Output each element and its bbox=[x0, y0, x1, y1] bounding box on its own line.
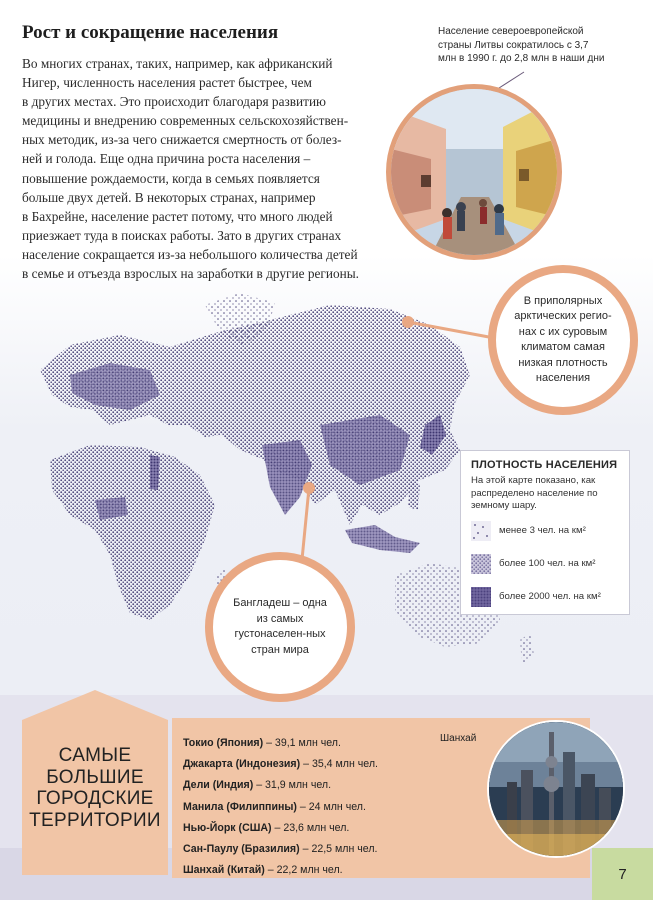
cities-banner-title bbox=[22, 745, 168, 831]
intro-line: в Бахрейне, население растет потому, что много людей bbox=[22, 208, 333, 224]
city-name: Нью-Йорк (США) bbox=[183, 821, 272, 834]
legend-row-low bbox=[471, 521, 619, 541]
intro-line: ней и голода. Еще одна причина роста населения – bbox=[22, 151, 311, 167]
intro-line: ных методик, из-за чего снижается смертность от болез- bbox=[22, 132, 342, 148]
city-name: Токио (Япония) bbox=[183, 737, 264, 749]
city-item: Манила (Филиппины) – 24 млн чел. bbox=[183, 800, 366, 813]
arctic-text: В приполярных арктических регио-нах с их суровым климатом самая низкая плотность населения bbox=[514, 294, 612, 384]
africa-landmass bbox=[50, 445, 215, 620]
city-item: Нью-Йорк (США) – 23,6 млн чел. bbox=[183, 821, 350, 834]
intro-line: в других местах. Это происходит благодаря развитию bbox=[22, 94, 326, 110]
city-list bbox=[183, 733, 378, 881]
arctic-bubble bbox=[488, 265, 638, 415]
city-name: Джакарта (Индонезия) bbox=[183, 758, 301, 771]
page-number: 7 bbox=[592, 848, 653, 900]
shanghai-skyline-photo bbox=[487, 720, 625, 858]
intro-paragraph bbox=[22, 54, 392, 283]
intro-line: Нигер, численность населения растет быстрее, чем bbox=[22, 75, 312, 91]
city-item: Токио (Япония) – 39,1 млн чел. bbox=[183, 737, 341, 749]
banner-line: ТЕРРИТОРИИ bbox=[29, 809, 161, 831]
city-item: Сан-Паулу (Бразилия) – 22,5 млн чел. bbox=[183, 843, 378, 856]
city-value: 35,4 млн чел. bbox=[311, 758, 378, 771]
legend-swatch-mid bbox=[471, 554, 491, 574]
legend-swatch-high bbox=[471, 587, 491, 607]
page-title: Рост и сокращение населения bbox=[22, 22, 279, 43]
city-name: Сан-Паулу (Бразилия) bbox=[183, 843, 300, 856]
city-value: 31,9 млн чел. bbox=[265, 779, 332, 792]
intro-line: Во многих странах, таких, например, как африканский bbox=[22, 56, 333, 71]
banner-line: ГОРОДСКИЕ bbox=[36, 788, 154, 809]
lithuania-caption: Население североевропейской страны Литвы сократилось с 3,7 млн в 1990 г. до 2,8 млн в наши дни bbox=[438, 26, 605, 64]
city-item: Дели (Индия) – 31,9 млн чел. bbox=[183, 779, 332, 792]
legend-row-mid bbox=[471, 554, 619, 574]
city-value: 22,5 млн чел. bbox=[311, 843, 378, 856]
legend-title: ПЛОТНОСТЬ НАСЕЛЕНИЯ bbox=[471, 459, 618, 471]
intro-line: население сокращается из-за небольшого количества детей bbox=[22, 246, 358, 262]
bangladesh-text: Бангладеш – одна из самых густонаселен-ных стран мира bbox=[233, 597, 327, 656]
new-zealand-landmass bbox=[520, 633, 534, 665]
city-name: Шанхай (Китай) bbox=[183, 864, 265, 877]
philippines-landmass bbox=[408, 480, 420, 510]
bangladesh-bubble bbox=[205, 552, 355, 702]
legend-label-high: более 2000 чел. на км² bbox=[499, 591, 601, 602]
legend-label-mid: более 100 чел. на км² bbox=[499, 558, 596, 569]
legend-description: На этой карте показано, как распределено население по земному шару. bbox=[471, 475, 598, 511]
lithuania-street-photo bbox=[386, 84, 562, 260]
city-name: Манила (Филиппины) bbox=[183, 800, 297, 813]
shanghai-label: Шанхай bbox=[440, 733, 477, 744]
intro-line: приезжает туда в поисках работы. Зато в других странах bbox=[22, 227, 342, 243]
city-value: 23,6 млн чел. bbox=[283, 821, 350, 834]
city-name: Дели (Индия) bbox=[183, 779, 254, 792]
city-item: Шанхай (Китай) – 22,2 млн чел. bbox=[183, 864, 343, 877]
banner-line: САМЫЕ bbox=[58, 745, 132, 766]
city-item: Джакарта (Индонезия) – 35,4 млн чел. bbox=[183, 758, 378, 771]
indonesia-landmass bbox=[345, 525, 420, 553]
intro-line: в семье и отъезда взрослых на заработки в другие регионы. bbox=[22, 266, 359, 282]
intro-line: больше двух детей. В некоторых странах, например bbox=[22, 189, 316, 205]
density-legend bbox=[460, 450, 630, 615]
legend-row-high bbox=[471, 587, 619, 607]
legend-label-low: менее 3 чел. на км² bbox=[499, 525, 586, 536]
intro-line: медицины и внедрению современных сельскохозяйствен- bbox=[22, 113, 349, 129]
city-value: 22,2 млн чел. bbox=[276, 864, 343, 877]
intro-line: повышение рождаемости, когда в семьях появляется bbox=[22, 170, 320, 186]
banner-line: БОЛЬШИЕ bbox=[46, 766, 144, 788]
city-value: 39,1 млн чел. bbox=[274, 737, 341, 749]
city-value: 24 млн чел. bbox=[308, 800, 366, 813]
legend-swatch-low bbox=[471, 521, 491, 541]
